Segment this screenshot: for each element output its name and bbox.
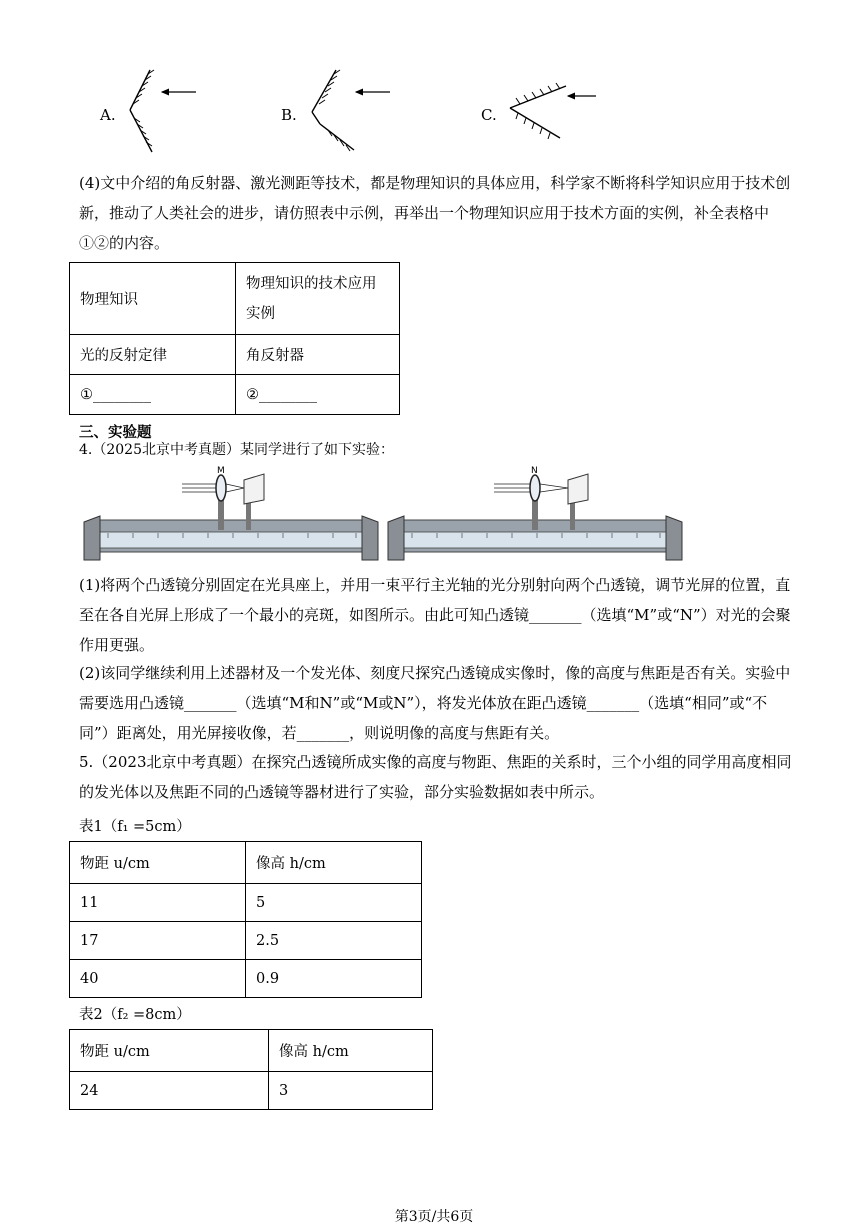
table-header-cell: 像高 h/cm [246, 842, 422, 884]
optical-bench-illustration [78, 464, 692, 566]
table-2 [69, 1029, 433, 1110]
table-header-cell: 物理知识的技术应用实例 [236, 263, 400, 335]
table-cell: ①________ [70, 375, 236, 415]
table-2-caption: 表2（f₂ =8cm） [79, 1007, 191, 1023]
lens-label-n: N [531, 466, 538, 476]
bench-right [388, 466, 682, 560]
question-3-part-4: (4)文中介绍的角反射器、激光测距等技术，都是物理知识的具体应用，科学家不断将科学知识应用于技术创新，推动了人类社会的进步，请仿照表中示例，再举出一个物理知识应用于技术方面的实例，补全表格中①②的内容。 [79, 174, 791, 252]
diagram-a [130, 70, 196, 152]
diagram-c [510, 83, 596, 139]
table-cell: 5 [246, 884, 422, 922]
table-header-cell: 物理知识 [70, 263, 236, 335]
question-4-part-2: (2)该同学继续利用上述器材及一个发光体、刻度尺探究凸透镜成实像时，像的高度与焦距是否有关。实验中需要选用凸透镜_______（选填“M和N”或“M或N”），将发光体放在距凸透镜_______（选填“相同”或“不同”）距离处，用光屏接收像，若_______，则说明像的高度与焦距有关。 [79, 664, 791, 742]
table-1-caption: 表1（f₁ =5cm） [79, 819, 191, 835]
table-header-cell: 物距 u/cm [70, 842, 246, 884]
diagram-b [312, 70, 390, 151]
question-4-part-1: (1)将两个凸透镜分别固定在光具座上，并用一束平行主光轴的光分别射向两个凸透镜，调节光屏的位置，直至在各自光屏上形成了一个最小的亮斑，如图所示。由此可知凸透镜_______（选填“M”或“N”）对光的会聚作用更强。 [79, 576, 791, 654]
lens-label-m: M [217, 466, 225, 476]
table-cell: 3 [269, 1072, 433, 1110]
question-4-intro: 4.（2025北京中考真题）某同学进行了如下实验： [79, 442, 394, 458]
table-cell: ②________ [236, 375, 400, 415]
bench-left [84, 466, 378, 560]
table-cell: 11 [70, 884, 246, 922]
option-a-label: A. [100, 106, 116, 124]
table-cell: 2.5 [246, 922, 422, 960]
table-cell: 0.9 [246, 960, 422, 998]
table-1 [69, 841, 422, 998]
page-footer: 第3页/共6页 [394, 1209, 474, 1225]
section-title: 三、实验题 [79, 425, 152, 441]
mirror-diagrams [90, 62, 630, 162]
table-cell: 40 [70, 960, 246, 998]
tech-application-table [69, 262, 400, 415]
table-cell: 17 [70, 922, 246, 960]
table-cell: 24 [70, 1072, 269, 1110]
question-5-intro: 5.（2023北京中考真题）在探究凸透镜所成实像的高度与物距、焦距的关系时，三个小组的同学用高度相同的发光体以及焦距不同的凸透镜等器材进行了实验，部分实验数据如表中所示。 [79, 753, 792, 801]
option-c-label: C. [481, 106, 497, 124]
table-header-cell: 像高 h/cm [269, 1030, 433, 1072]
table-cell: 光的反射定律 [70, 335, 236, 375]
table-header-cell: 物距 u/cm [70, 1030, 269, 1072]
table-cell: 角反射器 [236, 335, 400, 375]
option-b-label: B. [281, 106, 297, 124]
